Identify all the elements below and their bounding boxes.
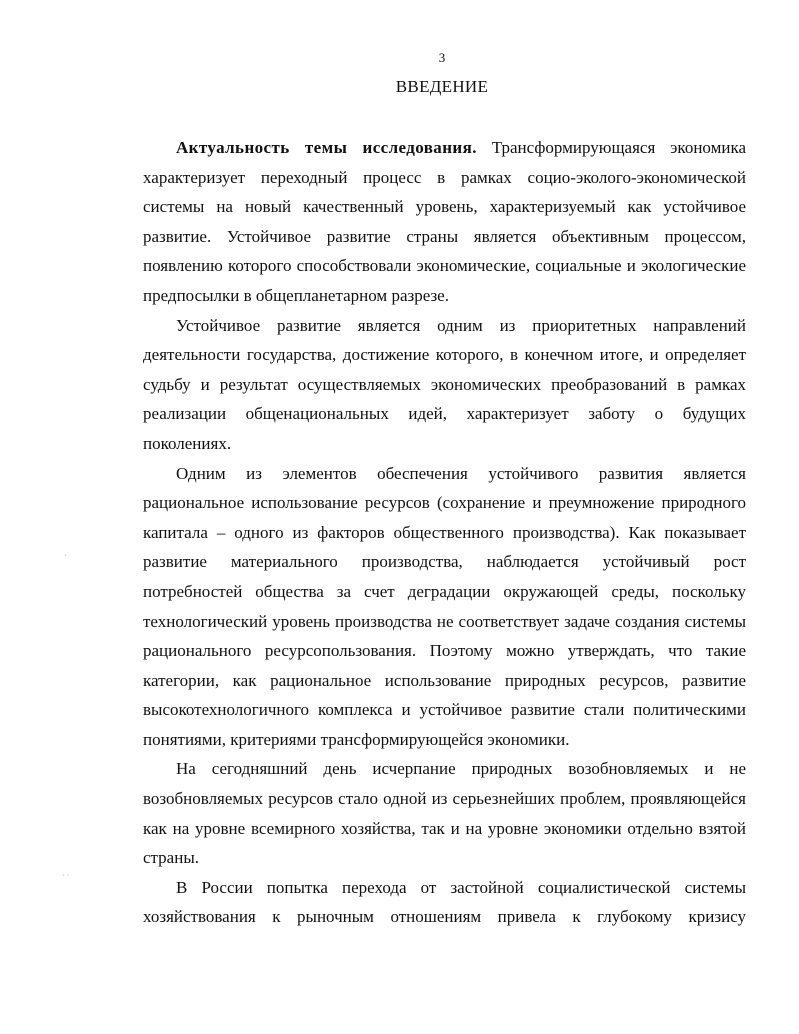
paragraph-lead: Актуальность темы исследования. — [176, 138, 477, 157]
scan-speck: · — [64, 551, 67, 560]
paragraph: Устойчивое развитие является одним из приоритетных направлений деятельности государства, достижение которого, в конечном итоге, и определяет судьбу и результат осуществляемых экономических преобразований в рамках реализации общенациональных идей, характеризует заботу о будущих поколениях. — [143, 315, 746, 453]
paragraph-relevance — [143, 133, 746, 311]
paragraph: На сегодняшний день исчерпание природных возобновляемых и не возобновляемых ресурсов стало одной из серьезнейших проблем, проявляющейся как на уровне всемирного хозяйства, так и на уровне экономики отдельно взятой страны. — [143, 759, 746, 868]
paragraph: В России попытка перехода от застойной социалистической системы хозяйствования к рыночным отношениям привела к глубокому кризису — [143, 877, 746, 927]
scan-speck: · · — [62, 871, 70, 880]
page-number: 3 — [438, 50, 446, 65]
body-text — [143, 133, 746, 932]
paragraph: Одним из элементов обеспечения устойчивого развития является рациональное использование ресурсов (сохранение и преумножение природного капитала – одного из факторов общественного производства). Как показывает развитие материального производства, наблюдается устойчивый рост потребностей общества за счет деградации окружающей среды, поскольку технологический уровень производства не соответствует задаче создания системы рационального ресурсопользования. Поэтому можно утверждать, что такие категории, как рациональное использование природных ресурсов, развитие высокотехнологичного комплекса и устойчивое развитие стали политическими понятиями, критериями трансформирующейся экономики. — [143, 463, 746, 749]
paragraph-text: Трансформирующаяся экономика характеризует переходный процесс в рамках социо-эколого-экономической системы на новый качественный уровень, характеризуемый как устойчивое развитие. Устойчивое развитие страны является объективным процессом, появлению которого способствовали экономические, социальные и экологические предпосылки в общепланетарном разрезе. — [143, 138, 746, 305]
section-heading: ВВЕДЕНИЕ — [395, 77, 489, 96]
